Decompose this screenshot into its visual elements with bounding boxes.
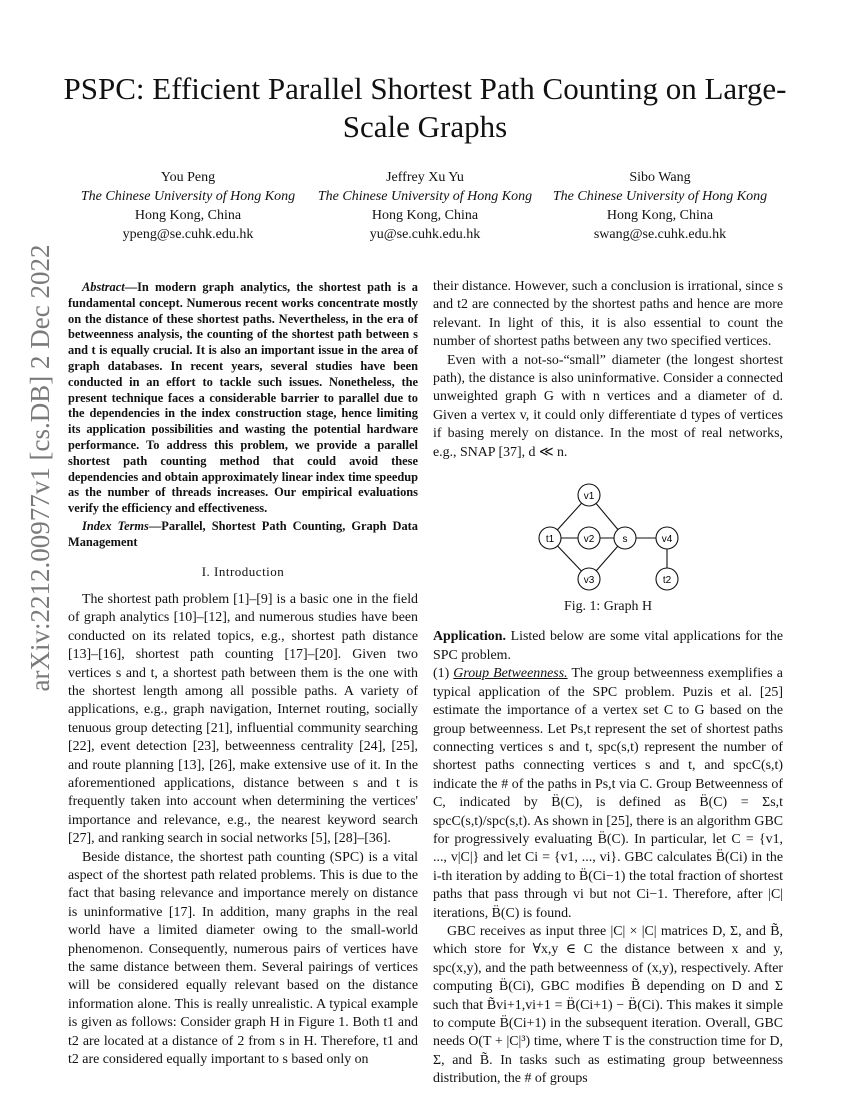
author-email[interactable]: yu@se.cuhk.edu.hk xyxy=(369,227,481,242)
index-terms-heading: Index Terms xyxy=(82,518,149,533)
abstract-heading: Abstract xyxy=(82,280,125,294)
figure-graph-h xyxy=(433,464,833,594)
item-body: The group betweenness exemplifies a typical application of the SPC problem. Puzis et al. [25] estimate the importance of a vertex set C to G based on the group betweenness. Let Ps,t represent the set of shortest paths connecting vertices s and t, spc(s,t) represent the number of shortest paths connecting vertices s and t, and spcC(s,t) indicate the # of the paths in Ps,t via C. Group Betweenness of C, indicated by B̈(C), is defined as B̈(C) = Σs,t spcC(s,t)/spc(s,t). As shown in [25], there is an algorithm GBC for progressively evaluating B̈(C). In particular, let C = {v1, ..., v|C|} and let Ci = {v1, ..., vi}. GBC calculates B̈(Ci) in the i-th iteration by adding to B̈(Ci−1) the total fraction of shortest paths that pass through vi but not Ci−1. Therefore, after |C| iterations, B̈(C) is found. xyxy=(433,666,783,921)
node-label-t1: t1 xyxy=(545,534,555,546)
node-label-v4: v4 xyxy=(661,534,673,546)
graph-nodes xyxy=(539,484,678,590)
paragraph-application xyxy=(433,628,783,665)
paragraph: Even with a not-so-“small” diameter (the longest shortest path), the distance is also uninformative. Consider a connected unweighted graph G with n vertices and a diameter of d. Given a vertex v, it could only differentiate d types of vertices if basing merely on distance. In the most of real networks, e.g., SNAP [37], d ≪ n. xyxy=(433,352,783,460)
node-label-s: s xyxy=(622,534,628,546)
figure-caption: Fig. 1: Graph H xyxy=(564,599,652,615)
arxiv-sidebar-stamp: arXiv:2212.00977v1 [cs.DB] 2 Dec 2022 xyxy=(25,244,55,692)
abstract-text: —In modern graph analytics, the shortest path is a fundamental concept. Numerous recent works concentrate mostly on the distance of these shortest paths. Nevertheless, in the era of betweenness analysis, the counting of the shortest path between s and t is equally crucial. It is also an important issue in the area of graph databases. In recent years, several studies have been conducted in an effort to tackle such issues. Nonetheless, the present technique faces a considerable barrier to parallel due to the dependencies in the index construction stage, hence limiting its application possibilities and wasting the potential hardware performance. To address this problem, we provide a parallel shortest path counting method that could avoid these dependencies and obtain approximately linear index time speedup as the number of threads increases. Our empirical evaluations verify the efficiency and effectiveness. xyxy=(68,280,418,516)
paragraph: GBC receives as input three |C| × |C| matrices D, Σ, and B̃, which store for ∀x,y ∈ C the distance between x and y, spc(x,y), and the path betweenness of (x,y), respectively. After computing B̈(Ci), GBC modifies B̃ depending on D and Σ such that B̃vi+1,vi+1 = B̈(Ci+1) − B̈(Ci). This makes it simple to compute B̈(Ci+1) in the subsequent iteration. Overall, GBC needs O(T + |C|³) time, where T is the construction time for D, Σ, and B̃. In tasks such as estimating group betweenness distribution, the # of groups xyxy=(433,923,783,1087)
node-label-t2: t2 xyxy=(662,575,672,587)
author-location: Hong Kong, China xyxy=(134,208,242,223)
index-terms-text: —Parallel, Shortest Path Counting, Graph Data Management xyxy=(68,518,418,549)
author-block-1 xyxy=(63,168,313,244)
paragraph: their distance. However, such a conclusion is irrational, since s and t2 are connected by the shortest paths and hence are more relevant. In light of this, it is also essential to count the number of shortest paths between any two specified vertices. xyxy=(433,279,783,350)
application-heading: Application. xyxy=(433,629,506,645)
author-name: You Peng xyxy=(160,170,216,185)
author-name: Jeffrey Xu Yu xyxy=(386,170,464,185)
application-intro: Listed below are some vital applications for the SPC problem. xyxy=(433,629,783,663)
paper-title: PSPC: Efficient Parallel Shortest Path Counting on Large-Scale Graphs xyxy=(63,71,787,144)
paragraph: The shortest path problem [1]–[9] is a basic one in the field of graph analytics [10]–[12], and numerous studies have been conducted on its related topics, e.g., shortest path distance [13]–[16], shortest path counting [17]–[20]. Given two vertices s and t, a shortest path between them is the one with the shortest length among all possible paths. A variety of applications, e.g., graph navigation, Internet routing, socially tenuous group detecting [21], influential community searching [22], event detection [23], betweenness centrality [24], [25], and route planning [13], [26], make extensive use of it. In the aforementioned applications, distance between s and t is frequently taken into account when determining the vertices' importance and relevance, e.g., the nearest keyword search [27], and ranking search in social networks [5], [28]–[36]. xyxy=(68,591,418,847)
author-name: Sibo Wang xyxy=(629,170,691,185)
paragraph-group-betweenness xyxy=(433,665,783,923)
item-title: Group Betweenness. xyxy=(453,666,568,682)
author-affiliation: The Chinese University of Hong Kong xyxy=(80,189,296,204)
paragraph: Beside distance, the shortest path counting (SPC) is a vital aspect of the shortest path related problems. This is due to the fact that basing relevance and importance merely on distance is uninformative [17]. In addition, many graphs in the real world have a limited diameter owing to the small-world phenomenon. Consequently, numerous pairs of vertices have the same distance between them. Several pairings of vertices will be considered equally relevant based on the distance information alone. This is really unrealistic. A typical example is given as follows: Consider graph H in Figure 1. Both t1 and t2 are located at a distance of 2 from s in H. Therefore, t1 and t2 are considered equally important to s based only on xyxy=(68,849,418,1068)
node-label-v3: v3 xyxy=(583,575,595,587)
item-number: (1) xyxy=(433,666,450,682)
section-heading-introduction: I. Introduction xyxy=(201,563,285,579)
author-location: Hong Kong, China xyxy=(606,208,714,223)
author-block-3 xyxy=(535,168,785,244)
author-email[interactable]: swang@se.cuhk.edu.hk xyxy=(593,227,727,242)
node-label-v1: v1 xyxy=(583,491,595,503)
author-block-2 xyxy=(300,168,550,244)
node-label-v2: v2 xyxy=(583,534,595,546)
graph-h-svg xyxy=(433,464,783,594)
author-email[interactable]: ypeng@se.cuhk.edu.hk xyxy=(122,227,254,242)
author-affiliation: The Chinese University of Hong Kong xyxy=(317,189,533,204)
index-terms xyxy=(68,519,418,551)
right-column xyxy=(433,278,783,1089)
abstract xyxy=(68,280,418,517)
author-location: Hong Kong, China xyxy=(371,208,479,223)
left-column xyxy=(68,280,418,1070)
author-affiliation: The Chinese University of Hong Kong xyxy=(552,189,768,204)
graph-edges xyxy=(550,495,667,579)
